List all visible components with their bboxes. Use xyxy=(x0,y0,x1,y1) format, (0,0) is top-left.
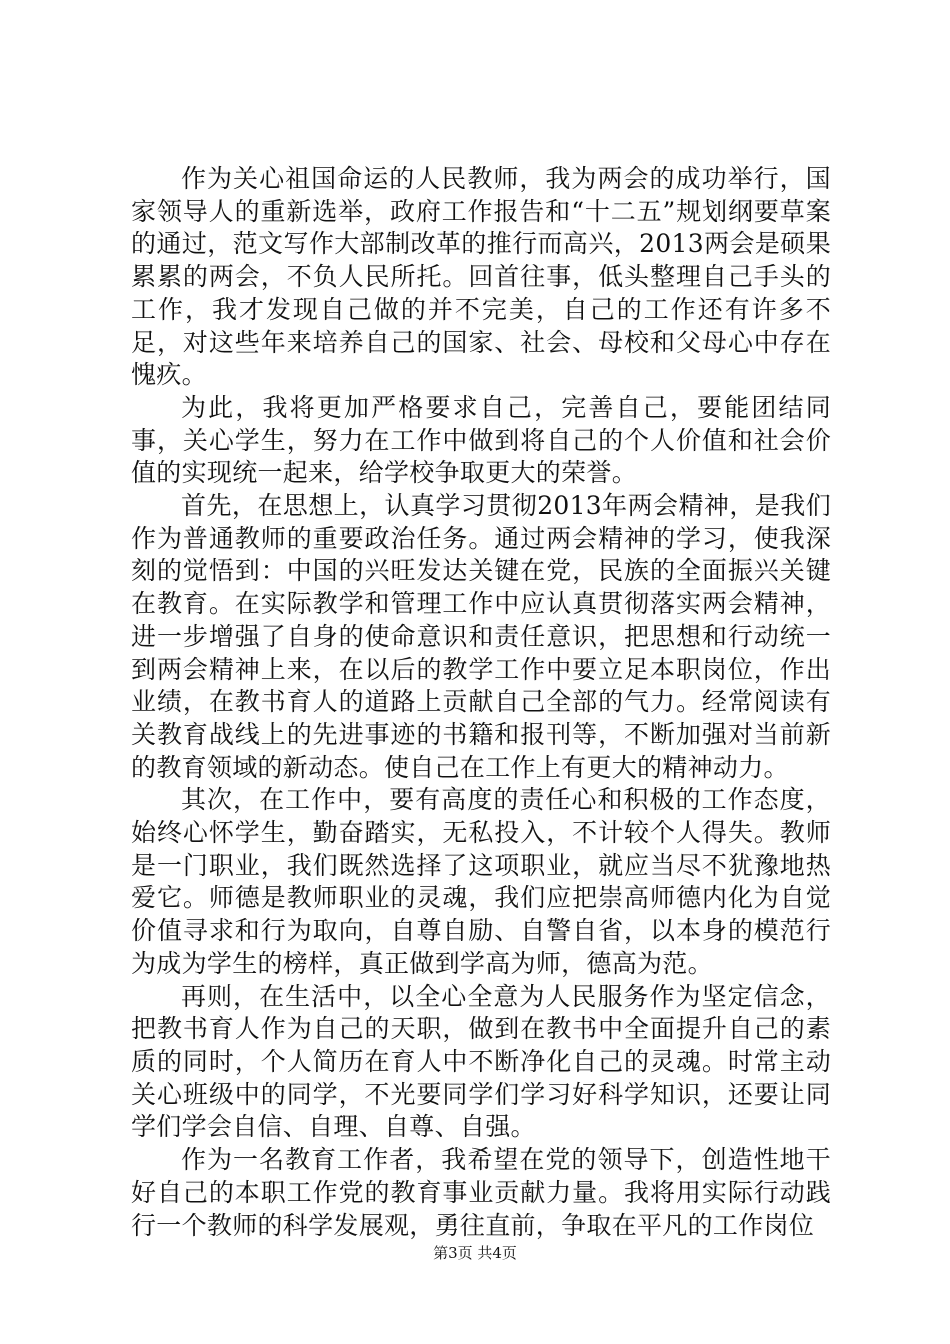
paragraph: 为此，我将更加严格要求自己，完善自己，要能团结同事，关心学生，努力在工作中做到将自己的个人价值和社会价值的实现统一起来，给学校争取更大的荣誉。 xyxy=(131,392,831,488)
paragraph: 作为关心祖国命运的人民教师，我为两会的成功举行，国家领导人的重新选举，政府工作报告和“十二五”规划纲要草案的通过，范文写作大部制改革的推行而高兴，2013两会是硕果累累的两会，不负人民所托。回首往事，低头整理自己手头的工作，我才发现自己做的并不完美，自己的工作还有许多不足，对这些年来培养自己的国家、社会、母校和父母心中存在愧疚。 xyxy=(131,164,831,390)
paragraph: 首先，在思想上，认真学习贯彻2013年两会精神，是我们作为普通教师的重要政治任务。通过两会精神的学习，使我深刻的觉悟到：中国的兴旺发达关键在党，民族的全面振兴关键在教育。在实际教学和管理工作中应认真贯彻落实两会精神，进一步增强了自身的使命意识和责任意识，把思想和行动统一到两会精神上来，在以后的教学工作中要立足本职岗位，作出业绩，在教书育人的道路上贡献自己全部的气力。经常阅读有关教育战线上的先进事迹的书籍和报刊等，不断加强对当前新的教育领域的新动态。使自己在工作上有更大的精神动力。 xyxy=(131,491,831,782)
paragraph: 再则，在生活中，以全心全意为人民服务作为坚定信念，把教书育人作为自己的天职，做到在教书中全面提升自己的素质的同时，个人简历在育人中不断净化自己的灵魂。时常主动关心班级中的同学，不光要同学们学习好科学知识，还要让同学们学会自信、自理、自尊、自强。 xyxy=(131,981,831,1142)
body-text xyxy=(131,163,831,1242)
paragraph: 其次，在工作中，要有高度的责任心和积极的工作态度，始终心怀学生，勤奋踏实，无私投入，不计较个人得失。教师是一门职业，我们既然选择了这项职业，就应当尽不犹豫地热爱它。师德是教师职业的灵魂，我们应把崇高师德内化为自觉价值寻求和行为取向，自尊自励、自警自省，以本身的模范行为成为学生的榜样，真正做到学高为师，德高为范。 xyxy=(131,785,831,978)
page-number-footer: 第3页 共4页 xyxy=(433,1244,517,1262)
paragraph: 作为一名教育工作者，我希望在党的领导下，创造性地干好自己的本职工作党的教育事业贡献力量。我将用实际行动践行一个教师的科学发展观，勇往直前，争取在平凡的工作岗位 xyxy=(131,1145,831,1240)
